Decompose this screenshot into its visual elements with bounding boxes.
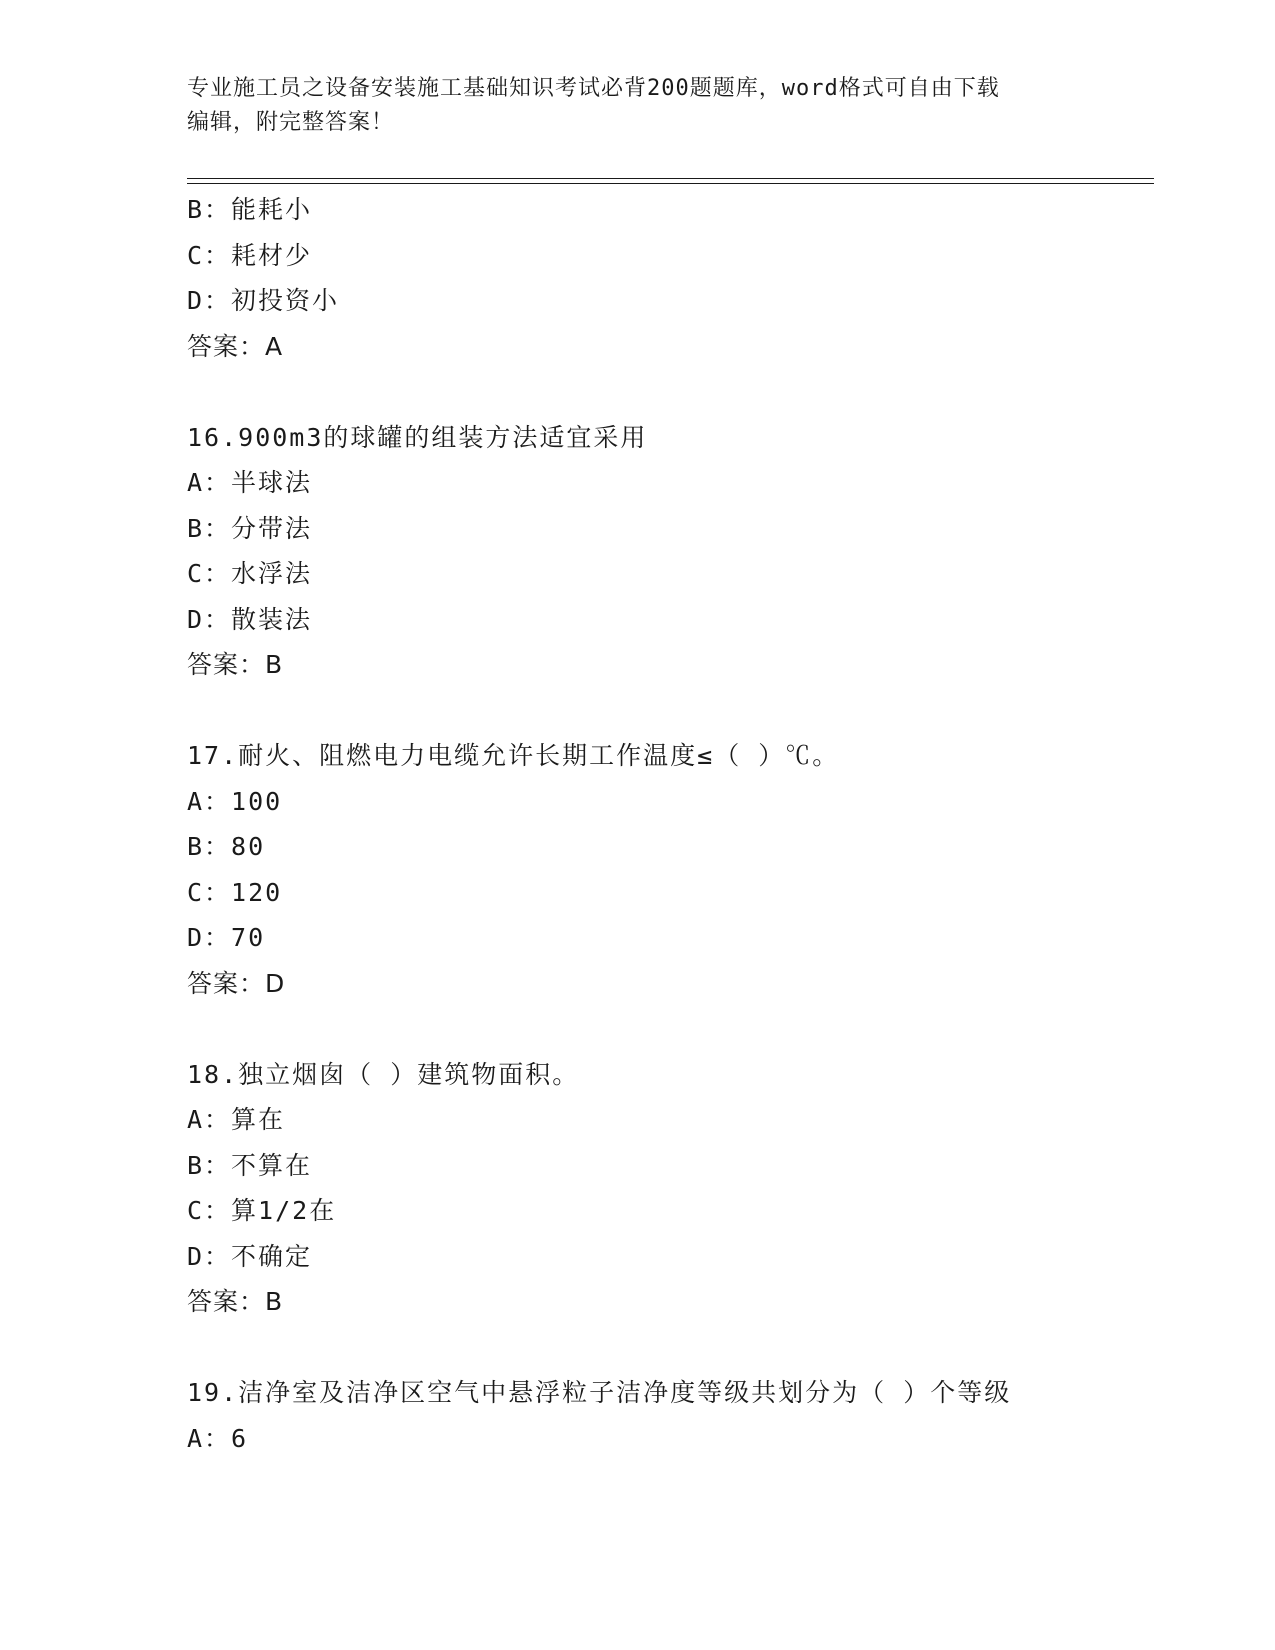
option-c: C：水浮法 (187, 559, 313, 588)
question-stem: 17.耐火、阻燃电力电缆允许长期工作温度≤（ ）℃。 (187, 741, 840, 770)
option-c: C：算1/2在 (187, 1196, 337, 1225)
spacer (187, 688, 1147, 734)
option-b: B：80 (187, 832, 266, 861)
question-stem: 19.洁净室及洁净区空气中悬浮粒子洁净度等级共划分为（ ）个等级 (187, 1378, 1012, 1407)
option-b: B：分带法 (187, 513, 313, 543)
option-b: B：能耗小 (187, 195, 313, 224)
header-title-line-2: 编辑，附完整答案！ (187, 110, 395, 135)
option-d: D：散装法 (187, 604, 313, 634)
answer-line: 答案：B (187, 1287, 284, 1316)
option-b: B：不算在 (187, 1150, 313, 1180)
header-divider-top (187, 178, 1154, 179)
question-list (187, 187, 1147, 1461)
option-a: A：100 (187, 786, 283, 816)
header-divider-bottom (187, 183, 1154, 184)
answer-line: 答案：A (187, 331, 284, 361)
spacer (187, 1325, 1147, 1371)
document-header (187, 72, 1087, 140)
question-15-continued (187, 187, 1147, 369)
answer-line: 答案：B (187, 650, 284, 679)
question-stem: 16.900m3的球罐的组装方法适宜采用 (187, 422, 648, 452)
question-19 (187, 1370, 1147, 1461)
option-d: D：不确定 (187, 1241, 313, 1271)
option-d: D：初投资小 (187, 286, 340, 315)
option-a: A：6 (187, 1423, 249, 1453)
option-a: A：算在 (187, 1105, 286, 1134)
spacer (187, 369, 1147, 415)
question-stem: 18.独立烟囱（ ）建筑物面积。 (187, 1059, 580, 1089)
option-d: D：70 (187, 923, 266, 952)
question-17 (187, 733, 1147, 1006)
option-c: C：耗材少 (187, 240, 313, 270)
answer-line: 答案：D (187, 968, 286, 998)
question-16 (187, 415, 1147, 688)
option-a: A：半球法 (187, 468, 313, 497)
header-title-line-1: 专业施工员之设备安装施工基础知识考试必背200题题库，word格式可自由下载 (187, 76, 1000, 101)
spacer (187, 1006, 1147, 1052)
option-c: C：120 (187, 877, 283, 907)
question-18 (187, 1052, 1147, 1325)
